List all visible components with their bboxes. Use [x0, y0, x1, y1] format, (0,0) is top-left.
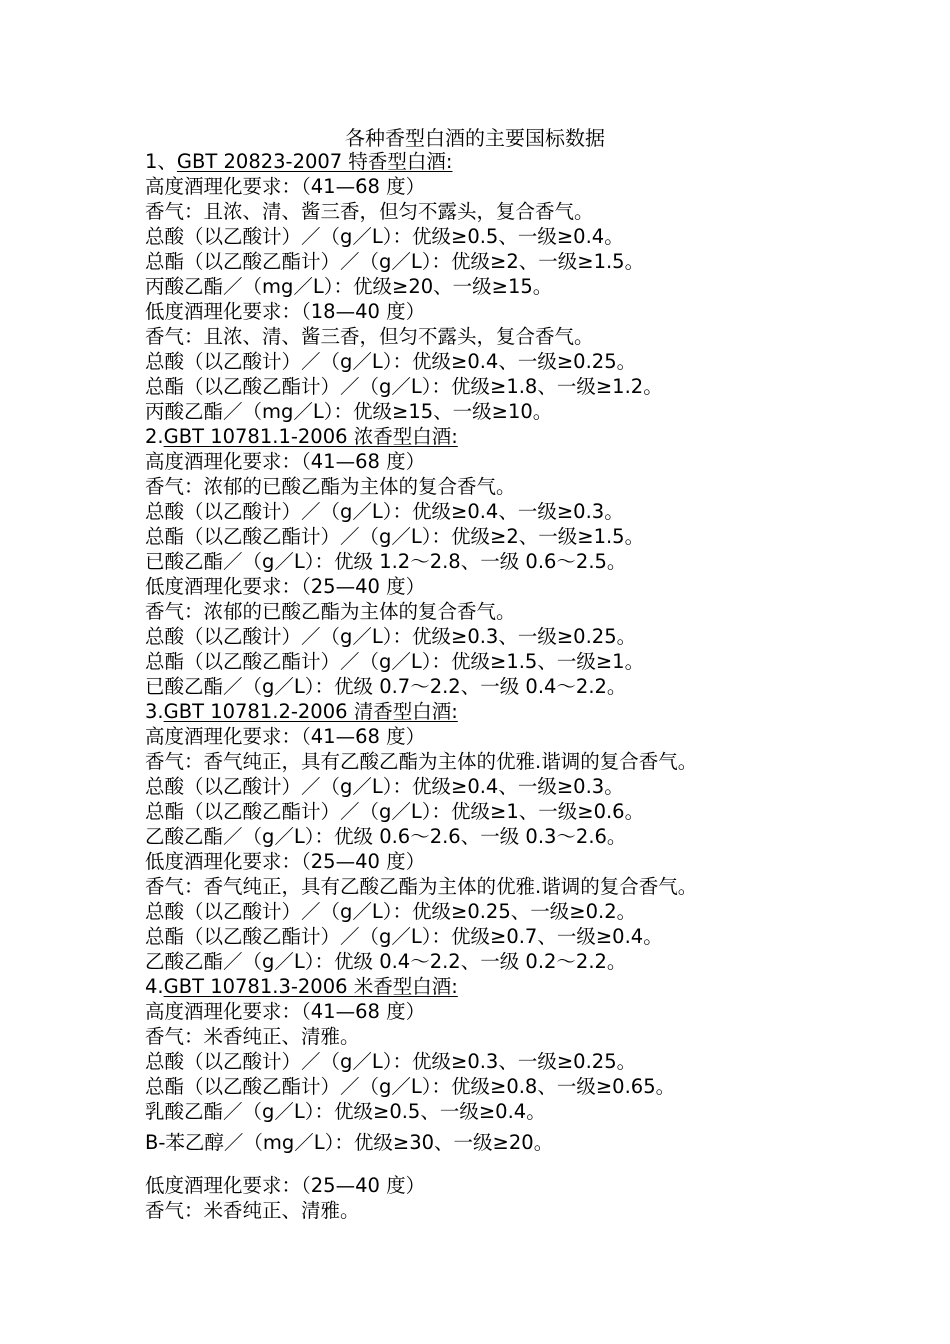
section-number: 4.	[145, 975, 164, 998]
spec-line: 总酸（以乙酸计）／（g／L）：优级≥0.4、一级≥0.25。	[145, 350, 637, 373]
spec-line: 总酸（以乙酸计）／（g／L）：优级≥0.5、一级≥0.4。	[145, 225, 624, 248]
section-standard-title: GBT 20823-2007 特香型白酒:	[176, 150, 453, 173]
spec-line: 总酸（以乙酸计）／（g／L）：优级≥0.25、一级≥0.2。	[145, 900, 637, 923]
spec-line: 丙酸乙酯／（mg／L）：优级≥20、一级≥15。	[145, 275, 553, 298]
spec-line: 香气：米香纯正、清雅。	[145, 1199, 360, 1222]
spec-line: 香气：浓郁的已酸乙酯为主体的复合香气。	[145, 475, 516, 498]
spec-line: 香气：米香纯正、清雅。	[145, 1025, 360, 1048]
spec-line: 总酯（以乙酸乙酯计）／（g／L）：优级≥0.8、一级≥0.65。	[145, 1075, 676, 1098]
spec-line: 已酸乙酯／（g／L）：优级 1.2～2.8、一级 0.6～2.5。	[145, 550, 627, 573]
spec-line: 总酯（以乙酸乙酯计）／（g／L）：优级≥2、一级≥1.5。	[145, 250, 645, 273]
section-number: 1、	[145, 150, 177, 173]
spec-line: 高度酒理化要求：（41—68 度）	[145, 175, 426, 198]
spec-line: 总酯（以乙酸乙酯计）／（g／L）：优级≥1、一级≥0.6。	[145, 800, 645, 823]
spec-line: 乙酸乙酯／（g／L）：优级 0.6～2.6、一级 0.3～2.6。	[145, 825, 627, 848]
spec-line: 乳酸乙酯／（g／L）：优级≥0.5、一级≥0.4。	[145, 1100, 546, 1123]
spec-line: 丙酸乙酯／（mg／L）：优级≥15、一级≥10。	[145, 400, 553, 423]
spec-line: B-苯乙醇／（mg／L）：优级≥30、一级≥20。	[145, 1131, 554, 1154]
spec-line: 乙酸乙酯／（g／L）：优级 0.4～2.2、一级 0.2～2.2。	[145, 950, 627, 973]
spec-line: 总酯（以乙酸乙酯计）／（g／L）：优级≥0.7、一级≥0.4。	[145, 925, 663, 948]
section-heading	[145, 150, 452, 174]
spec-line: 总酸（以乙酸计）／（g／L）：优级≥0.4、一级≥0.3。	[145, 775, 624, 798]
spec-line: 高度酒理化要求：（41—68 度）	[145, 1000, 426, 1023]
section-number: 3.	[145, 700, 164, 723]
section-standard-title: GBT 10781.1-2006 浓香型白酒:	[163, 425, 458, 448]
section-heading	[145, 700, 458, 724]
spec-line: 香气：且浓、清、酱三香，但匀不露头，复合香气。	[145, 200, 594, 223]
section-heading	[145, 975, 458, 999]
spec-line: 香气：香气纯正，具有乙酸乙酯为主体的优雅.谐调的复合香气。	[145, 875, 698, 898]
spec-line: 总酸（以乙酸计）／（g／L）：优级≥0.3、一级≥0.25。	[145, 625, 637, 648]
spec-line: 高度酒理化要求：（41—68 度）	[145, 450, 426, 473]
spec-line: 香气：香气纯正，具有乙酸乙酯为主体的优雅.谐调的复合香气。	[145, 750, 698, 773]
spec-line: 低度酒理化要求：（25—40 度）	[145, 1174, 426, 1197]
document-title: 各种香型白酒的主要国标数据	[345, 126, 605, 150]
spec-line: 总酯（以乙酸乙酯计）／（g／L）：优级≥2、一级≥1.5。	[145, 525, 645, 548]
spec-line: 已酸乙酯／（g／L）：优级 0.7～2.2、一级 0.4～2.2。	[145, 675, 627, 698]
spec-line: 低度酒理化要求：（25—40 度）	[145, 850, 426, 873]
spec-line: 总酸（以乙酸计）／（g／L）：优级≥0.4、一级≥0.3。	[145, 500, 624, 523]
spec-line: 低度酒理化要求：（25—40 度）	[145, 575, 426, 598]
section-standard-title: GBT 10781.2-2006 清香型白酒:	[163, 700, 458, 723]
spec-line: 总酯（以乙酸乙酯计）／（g／L）：优级≥1.5、一级≥1。	[145, 650, 645, 673]
section-heading	[145, 425, 458, 449]
spec-line: 香气：且浓、清、酱三香，但匀不露头，复合香气。	[145, 325, 594, 348]
spec-line: 高度酒理化要求：（41—68 度）	[145, 725, 426, 748]
spec-line: 香气：浓郁的已酸乙酯为主体的复合香气。	[145, 600, 516, 623]
spec-line: 总酯（以乙酸乙酯计）／（g／L）：优级≥1.8、一级≥1.2。	[145, 375, 663, 398]
spec-line: 总酸（以乙酸计）／（g／L）：优级≥0.3、一级≥0.25。	[145, 1050, 637, 1073]
section-standard-title: GBT 10781.3-2006 米香型白酒:	[163, 975, 458, 998]
section-number: 2.	[145, 425, 164, 448]
spec-line: 低度酒理化要求：（18—40 度）	[145, 300, 426, 323]
